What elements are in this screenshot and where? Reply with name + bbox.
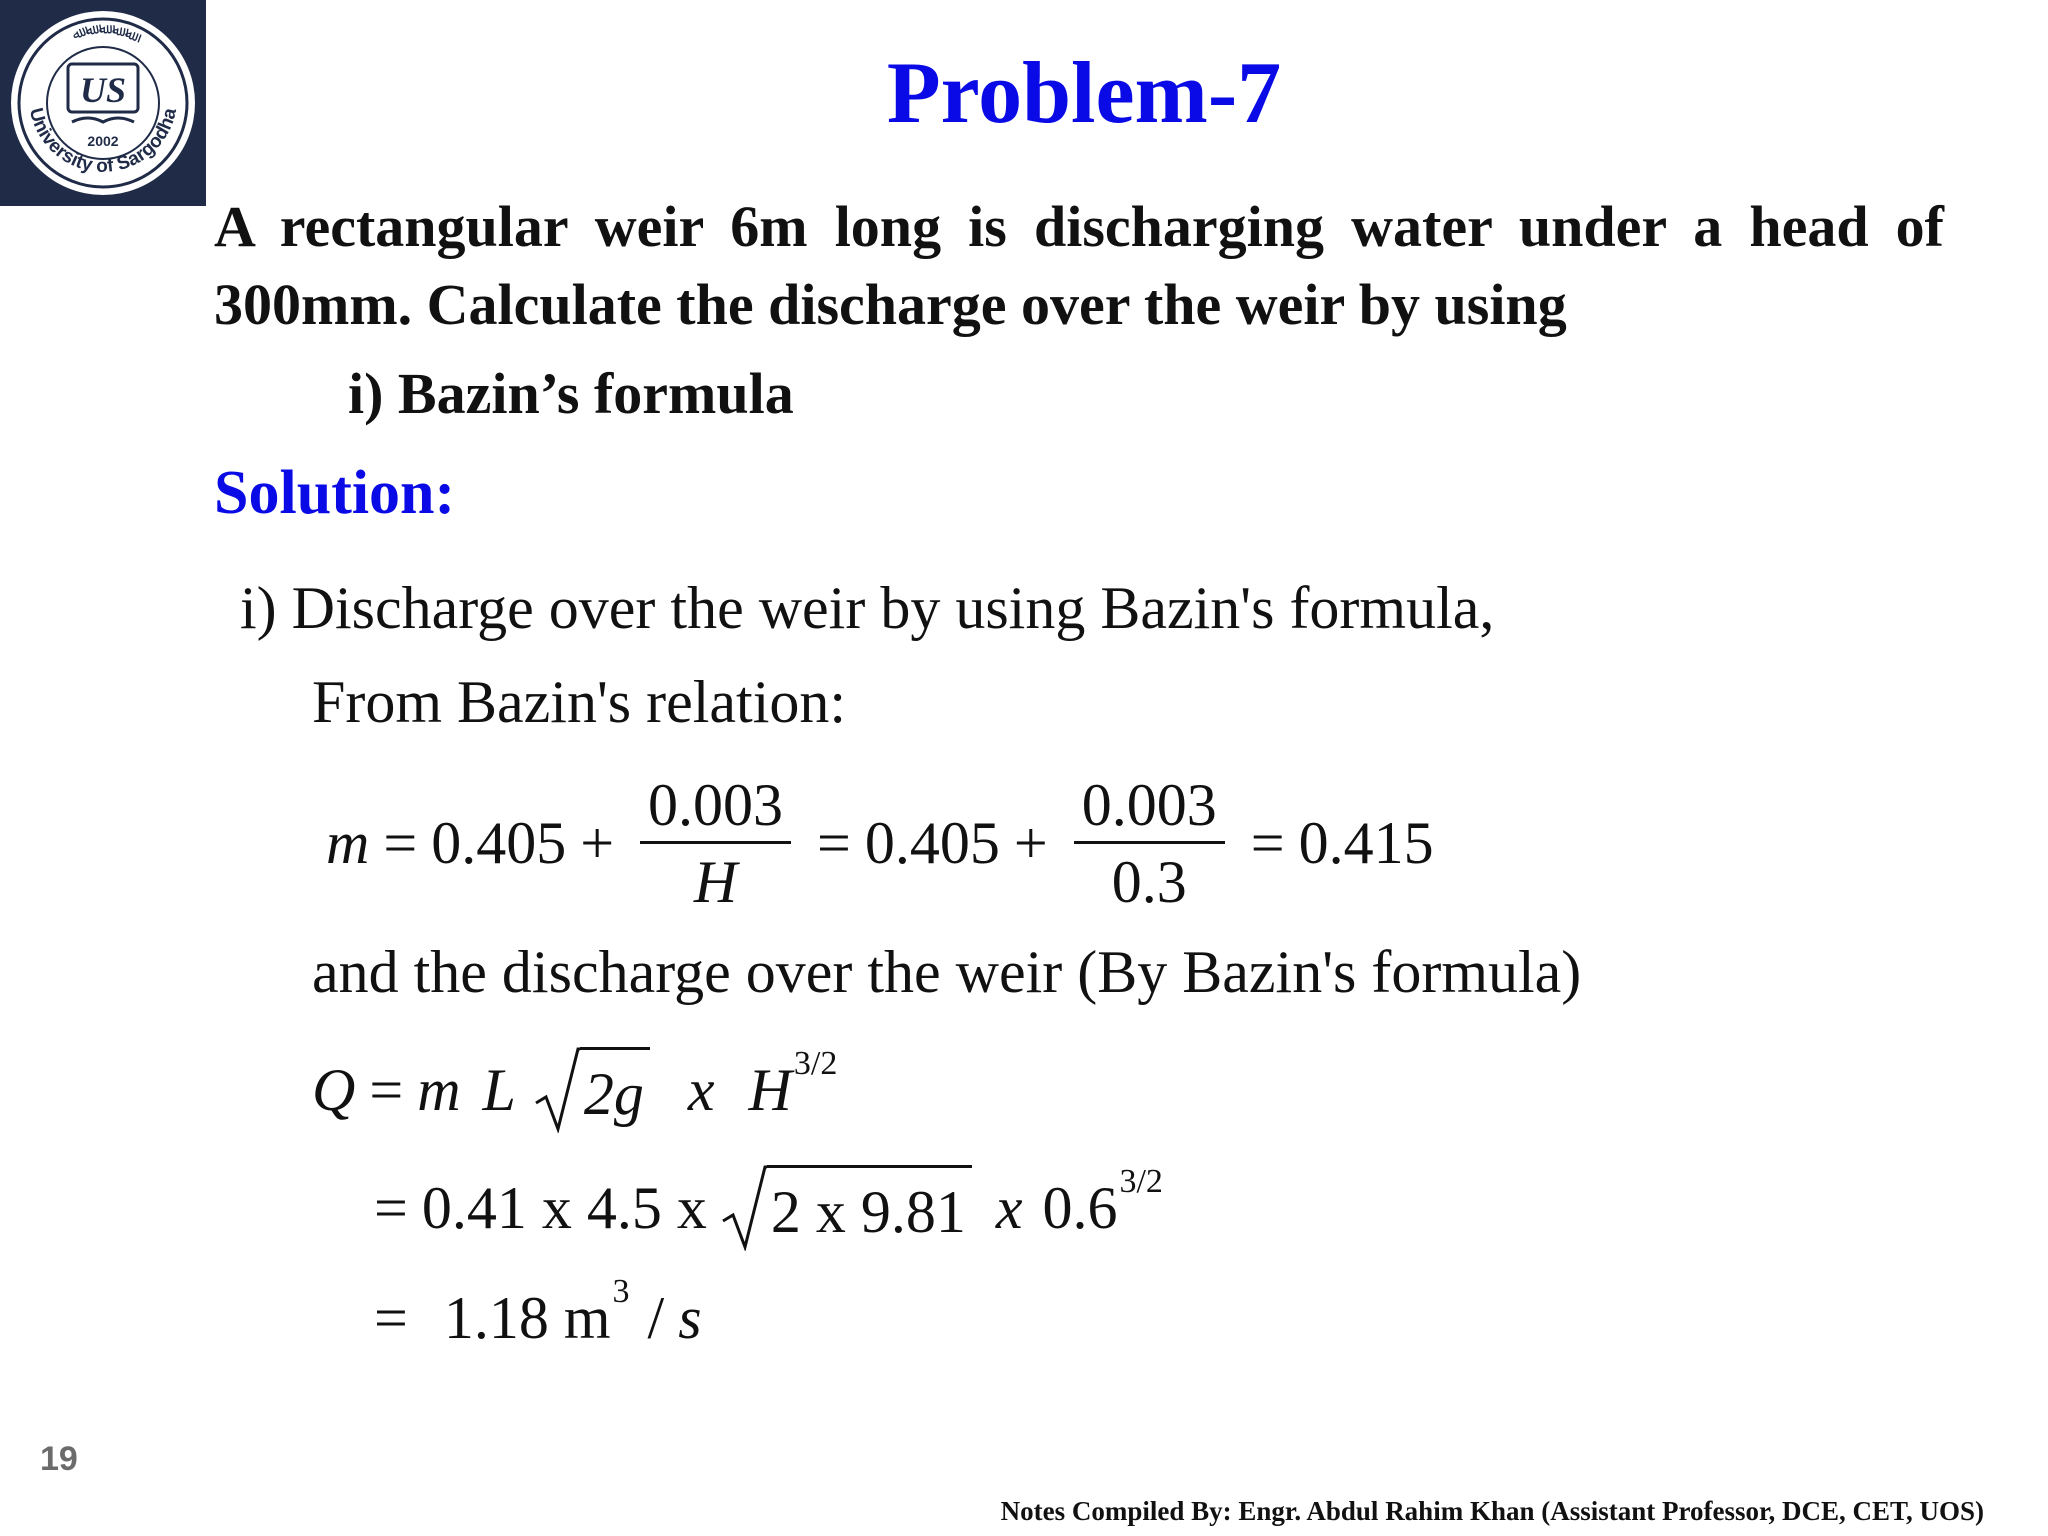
svg-text:2002: 2002: [87, 133, 119, 149]
svg-text:University of Sargodha: University of Sargodha: [24, 105, 182, 177]
exponent: 3/2: [1119, 1163, 1163, 1200]
eq-constant: 0.405: [864, 810, 1000, 876]
substitution-step: [374, 1158, 1163, 1258]
fraction-denominator: H: [693, 848, 738, 915]
eq-equals: =: [369, 1057, 404, 1123]
eq-plus: +: [1013, 810, 1048, 876]
solution-heading: Solution:: [214, 459, 456, 527]
svg-text:ﷲ ﷲ ﷲ ﷲ ﷲ: ﷲ ﷲ ﷲ ﷲ ﷲ: [70, 21, 136, 44]
footer-credit: Notes Compiled By: Engr. Abdul Rahim Khan (Assistant Professor, DCE, CET, UOS): [1000, 1496, 1984, 1526]
fraction-numerator: 0.003: [1074, 775, 1225, 844]
square-root: [534, 1047, 650, 1133]
slide-title: Problem-7: [886, 45, 1282, 142]
radicand: 2g: [580, 1047, 650, 1133]
unit-seconds: s: [678, 1285, 702, 1351]
eq-result: 0.415: [1298, 810, 1434, 876]
eq-equals: =: [817, 810, 851, 876]
problem-statement: A rectangular weir 6m long is discharging water under a head of 300mm. Calculate the discharge over the weir by using: [214, 194, 1944, 337]
head-value: 0.6: [1042, 1175, 1118, 1241]
unit-separator: /: [647, 1285, 665, 1351]
eq-plus: +: [580, 810, 615, 876]
svg-text:US: US: [79, 70, 127, 110]
radicand: 2 x 9.81: [767, 1165, 972, 1251]
radical-sign-icon: [534, 1047, 580, 1133]
page-number: 19: [40, 1440, 78, 1478]
substituted-values: 0.41 x 4.5 x: [421, 1175, 707, 1241]
formula-item: i) Bazin’s formula: [348, 361, 794, 426]
exponent: 3/2: [793, 1045, 838, 1082]
bazin-relation-label: From Bazin's relation:: [312, 669, 847, 735]
discharge-result: 1.18 m: [443, 1285, 611, 1351]
discharge-label: and the discharge over the weir (By Bazin's formula): [312, 939, 1582, 1005]
square-root: [721, 1165, 972, 1251]
solution-step-intro: i) Discharge over the weir by using Bazin's formula,: [240, 575, 1495, 641]
eq-equals: =: [1250, 810, 1285, 876]
discharge-formula: [312, 1040, 837, 1140]
eq-times: x: [687, 1057, 715, 1123]
eq-h-symbol: H: [748, 1057, 792, 1123]
fraction-numerator: 0.003: [640, 775, 791, 844]
eq-equals: =: [383, 810, 418, 876]
coefficient-equation: [326, 768, 1434, 918]
eq-constant: 0.405: [431, 810, 567, 876]
eq-equals: =: [374, 1175, 408, 1241]
eq-q-symbol: Q: [312, 1057, 356, 1123]
fraction-denominator: 0.3: [1111, 848, 1187, 915]
fraction-symbolic: [640, 771, 791, 915]
fraction-numeric: [1074, 771, 1225, 915]
eq-times: x: [995, 1175, 1023, 1241]
exponent: 3: [612, 1273, 630, 1310]
eq-m-symbol: m: [326, 810, 370, 876]
radical-sign-icon: [721, 1165, 767, 1251]
eq-l-symbol: L: [482, 1057, 516, 1123]
result-step: [374, 1268, 702, 1368]
eq-m-symbol: m: [417, 1057, 461, 1123]
eq-equals: =: [374, 1285, 408, 1351]
